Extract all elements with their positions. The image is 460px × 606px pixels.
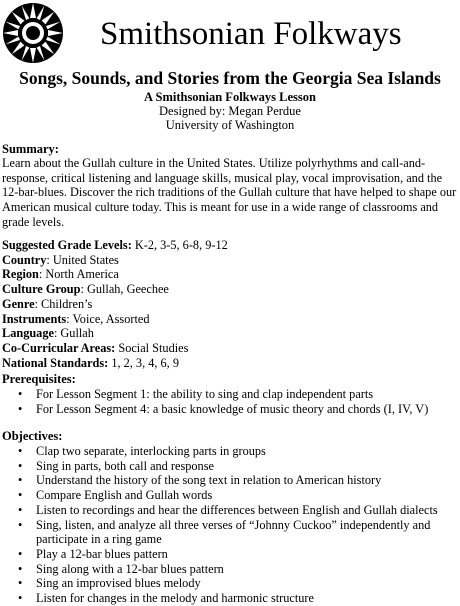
meta-value: 1, 2, 3, 4, 6, 9 [108,355,179,370]
meta-label: Suggested Grade Levels: [2,238,132,252]
institution-credit: University of Washington [165,118,295,132]
list-item-text: For Lesson Segment 4: a basic knowledge of music theory and chords (I, IV, V) [36,401,429,416]
summary-heading: Summary: [2,142,59,156]
list-item-text: Listen for changes in the melody and harmonic structure [36,591,314,606]
meta-value: K-2, 3-5, 6-8, 9-12 [131,238,228,252]
list-item-text: Play a 12-bar blues pattern [36,546,168,561]
list-item-text: Compare English and Gullah words [36,488,213,503]
meta-label: National Standards: [2,355,109,370]
meta-value: Social Studies [115,340,189,355]
meta-label: Culture Group [2,282,81,297]
list-item [0,562,460,577]
meta-value: : United States [46,252,119,267]
prerequisites-heading: Prerequisites: [2,372,76,386]
list-item-text: Listen to recordings and hear the differences between English and Gullah dialects [36,502,438,517]
list-item [0,576,460,591]
meta-language [2,326,458,341]
meta-label: Genre [2,296,35,311]
meta-value: : Gullah [53,326,94,341]
sunburst-logo-icon [2,2,64,64]
prerequisites-list [0,387,460,416]
list-item [0,459,460,474]
bullet-icon: • [18,561,23,576]
objectives-list [0,444,460,606]
list-item [0,488,460,503]
list-item-text: Sing, listen, and analyze all three verses of “Johnny Cuckoo” independently and participate in a ring game [36,517,431,547]
meta-instruments [2,312,458,327]
meta-genre [2,297,458,312]
bullet-icon: • [18,401,23,416]
bullet-icon: • [18,458,23,473]
list-item [0,473,460,488]
list-item-text: Sing in parts, both call and response [36,458,214,473]
meta-value: : North America [38,267,119,282]
list-item-text: Sing an improvised blues melody [36,576,201,591]
bullet-icon: • [18,502,23,517]
list-item-text: Clap two separate, interlocking parts in groups [36,444,266,458]
smithsonian-folkways-logo [0,0,460,66]
list-item [0,402,460,417]
lesson-title: Songs, Sounds, and Stories from the Georgia Sea Islands [19,68,441,88]
bullet-icon: • [18,387,23,401]
meta-grade-levels [2,238,458,253]
list-item [0,444,460,459]
meta-label: Language [2,326,54,341]
bullet-icon: • [18,576,23,591]
summary-text: Learn about the Gullah culture in the United States. Utilize polyrhythms and call-and-response, critical listening and language skills, musical play, vocal improvisation, and the 12-bar-blues. Discover the rich traditions of the Gullah culture that have helped to shape our American musical culture today. This is meant for use in a wide range of classrooms and grade levels. [2,156,457,229]
meta-value: : Gullah, Geechee [80,282,169,297]
bullet-icon: • [18,473,23,488]
objectives-heading: Objectives: [2,429,63,443]
meta-culture-group [2,282,458,297]
meta-national-standards [2,356,458,371]
meta-label: Country [2,252,47,267]
bullet-icon: • [18,444,23,458]
designer-credit: Designed by: Megan Perdue [159,104,301,118]
list-item [0,591,460,606]
bullet-icon: • [18,546,23,561]
meta-label: Co-Curricular Areas: [2,340,116,355]
list-item-text: For Lesson Segment 1: the ability to sing and clap independent parts [36,387,374,401]
list-item-text: Understand the history of the song text in relation to American history [36,473,382,488]
brand-wordmark: Smithsonian Folkways [100,16,402,52]
bullet-icon: • [18,517,23,532]
bullet-icon: • [18,591,23,606]
list-item-text: Sing along with a 12-bar blues pattern [36,561,224,576]
list-item [0,387,460,402]
meta-label: Region [2,267,39,282]
lesson-metadata [2,238,458,370]
meta-label: Instruments [2,311,67,326]
list-item [0,547,460,562]
meta-value: : Children’s [34,296,93,311]
meta-value: : Voice, Assorted [66,311,150,326]
meta-co-curricular [2,341,458,356]
lesson-subtitle: A Smithsonian Folkways Lesson [144,90,316,104]
meta-country [2,253,458,268]
list-item [0,503,460,518]
list-item [0,518,460,547]
bullet-icon: • [18,488,23,503]
meta-region [2,267,458,282]
